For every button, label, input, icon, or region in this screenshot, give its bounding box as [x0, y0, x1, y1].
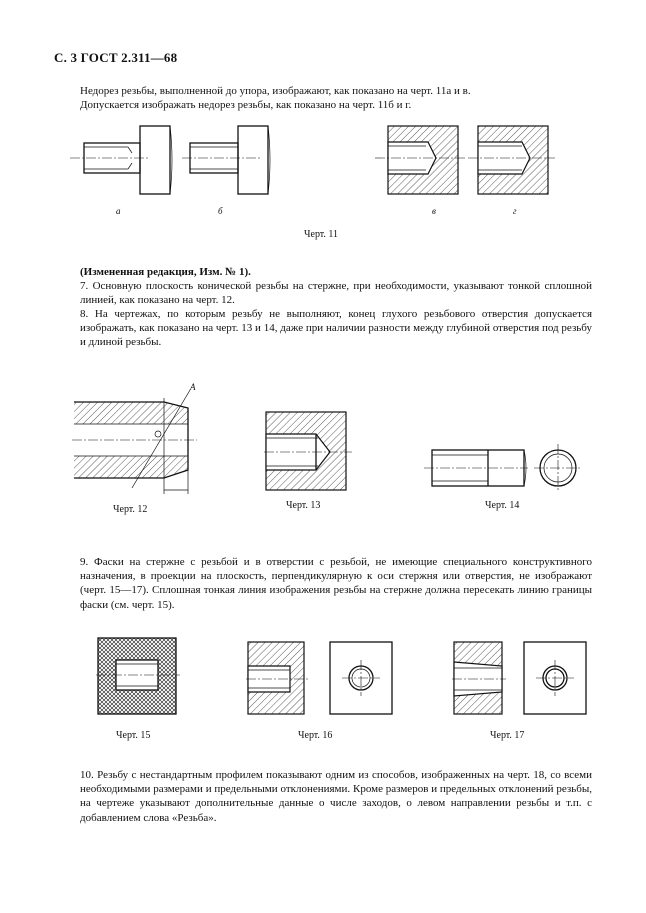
fig11-label-b: б [218, 206, 223, 216]
paragraph-amended: (Измененная редакция, Изм. № 1). [80, 266, 251, 278]
fig11-v-drawing [375, 126, 465, 194]
page-header: С. 3 ГОСТ 2.311—68 [54, 50, 178, 65]
paragraph-10: 10. Резьбу с нестандартным профилем показывают одним из способов, изображенных на черт. 18, со всеми необходимыми размерами и предельными отклонениями. Кроме размеров и предельных отклонений резьбы, на чертеже указывают дополнительные данные о числе заходов, о левом направлении резьбы и т.п. с добавлением слова «Резьба». [80, 769, 592, 824]
figure-17 [452, 640, 602, 720]
fig11-a-drawing [70, 126, 172, 194]
figure-12 [72, 378, 202, 498]
paragraph-undercut-2: Допускается изображать недорез резьбы, как показано на черт. 11б и г. [80, 99, 412, 111]
fig11-label-v: в [432, 206, 436, 216]
fig15-caption: Черт. 15 [116, 730, 151, 741]
figure-11 [70, 118, 560, 228]
fig11-caption: Черт. 11 [304, 229, 339, 240]
paragraph-9: 9. Фаски на стержне с резьбой и в отверстии с резьбой, не имеющие специального конструктивного назначения, в проекции на плоскость, перпендикулярную к оси стержня или отверстия, не изображают (черт. 15—17). Сплошная тонкая линия изображения резьбы на стержне должна пересекать линию границы фаски (см. черт. 15). [80, 556, 592, 611]
fig12-mark: A [190, 382, 196, 392]
fig13-caption: Черт. 13 [286, 500, 321, 511]
figure-13 [264, 410, 354, 494]
paragraph-undercut-1: Недорез резьбы, выполненной до упора, изображают, как показано на черт. 11а и в. [80, 85, 471, 97]
fig11-label-a: а [116, 206, 121, 216]
fig11-label-g: г [513, 206, 517, 216]
fig11-g-drawing [468, 126, 555, 194]
fig17-caption: Черт. 17 [490, 730, 525, 741]
figure-16 [246, 640, 396, 720]
figure-15 [96, 636, 180, 716]
fig14-caption: Черт. 14 [485, 500, 520, 511]
fig16-caption: Черт. 16 [298, 730, 333, 741]
paragraph-7: 7. Основную плоскость конической резьбы на стержне, при необходимости, указывают тонкой сплошной линией, как показано на черт. 12. [80, 280, 592, 307]
paragraph-8: 8. На чертежах, по которым резьбу не выполняют, конец глухого резьбового отверстия допускается изображать, как показано на черт. 13 и 14, даже при наличии разности между глубиной отверстия под резьбу и длиной резьбы. [80, 308, 592, 349]
figure-14 [424, 442, 584, 494]
fig11-b-drawing [182, 126, 270, 194]
fig12-caption: Черт. 12 [113, 504, 148, 515]
